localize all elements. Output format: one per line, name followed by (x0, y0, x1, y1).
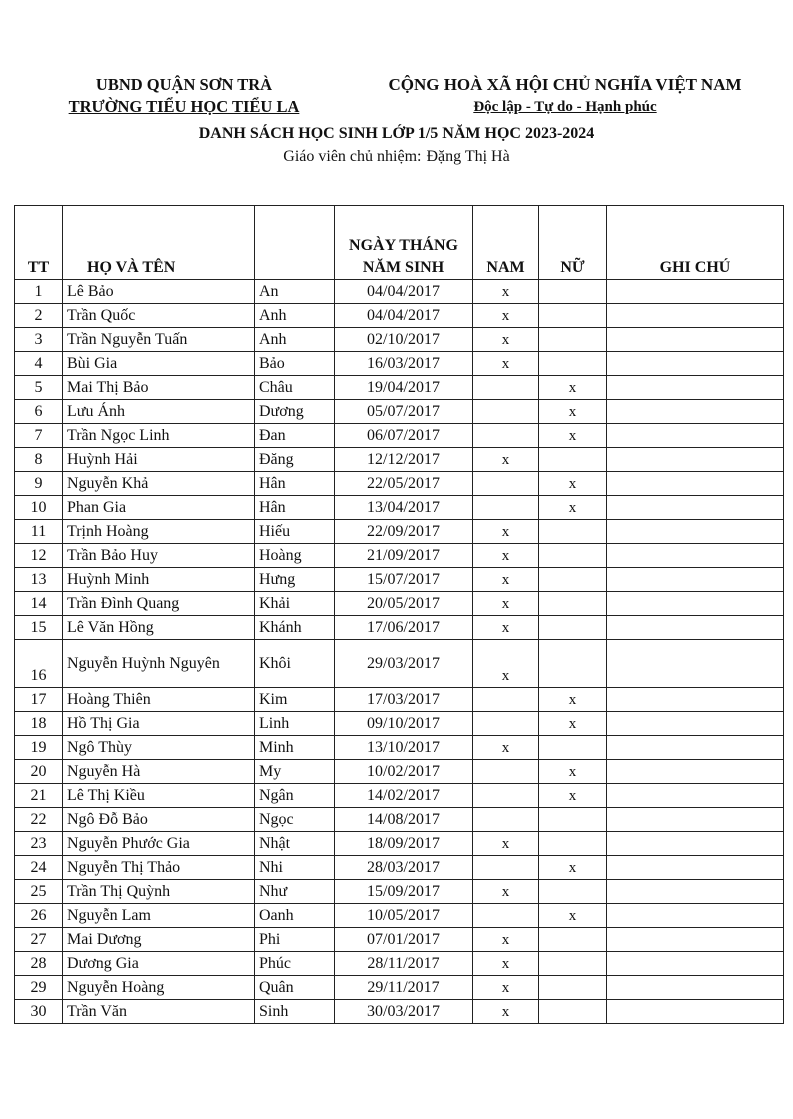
teacher-label: Giáo viên chủ nhiệm: (283, 148, 422, 165)
student-surname: Huỳnh Minh (63, 568, 255, 592)
student-roster-table (14, 205, 784, 1024)
student-number: 27 (15, 928, 63, 952)
table-row (15, 784, 784, 808)
student-given-name: My (255, 760, 335, 784)
student-date-of-birth: 19/04/2017 (335, 376, 473, 400)
student-female-mark (539, 328, 607, 352)
student-given-name: Phúc (255, 952, 335, 976)
student-date-of-birth: 12/12/2017 (335, 448, 473, 472)
student-date-of-birth: 09/10/2017 (335, 712, 473, 736)
student-number: 6 (15, 400, 63, 424)
table-row (15, 736, 784, 760)
student-female-mark: x (539, 472, 607, 496)
student-note (607, 808, 784, 832)
student-male-mark: x (473, 328, 539, 352)
table-row (15, 280, 784, 304)
table-row (15, 952, 784, 976)
student-given-name: Hưng (255, 568, 335, 592)
student-female-mark (539, 1000, 607, 1024)
student-note (607, 520, 784, 544)
student-number: 10 (15, 496, 63, 520)
student-note (607, 736, 784, 760)
student-male-mark: x (473, 568, 539, 592)
student-date-of-birth: 28/03/2017 (335, 856, 473, 880)
student-number: 24 (15, 856, 63, 880)
student-note (607, 424, 784, 448)
student-male-mark (473, 472, 539, 496)
student-date-of-birth: 22/09/2017 (335, 520, 473, 544)
student-surname: Lê Thị Kiều (63, 784, 255, 808)
student-date-of-birth: 10/05/2017 (335, 904, 473, 928)
student-given-name: Như (255, 880, 335, 904)
student-number: 8 (15, 448, 63, 472)
student-surname: Trần Văn (63, 1000, 255, 1024)
student-male-mark (473, 784, 539, 808)
student-number: 16 (15, 640, 63, 688)
student-female-mark (539, 736, 607, 760)
student-female-mark (539, 832, 607, 856)
student-note (607, 568, 784, 592)
student-number: 5 (15, 376, 63, 400)
header-full-name: HỌ VÀ TÊN (63, 206, 255, 280)
student-note (607, 616, 784, 640)
student-given-name: Hân (255, 472, 335, 496)
student-number: 29 (15, 976, 63, 1000)
student-female-mark (539, 280, 607, 304)
student-male-mark (473, 760, 539, 784)
student-number: 1 (15, 280, 63, 304)
student-female-mark (539, 976, 607, 1000)
table-header-row (15, 206, 784, 280)
student-surname: Nguyễn Hoàng (63, 976, 255, 1000)
student-number: 11 (15, 520, 63, 544)
homeroom-teacher (0, 146, 793, 168)
student-number: 21 (15, 784, 63, 808)
student-given-name: Hiếu (255, 520, 335, 544)
student-note (607, 688, 784, 712)
student-male-mark (473, 376, 539, 400)
student-date-of-birth: 18/09/2017 (335, 832, 473, 856)
student-surname: Nguyễn Khả (63, 472, 255, 496)
student-female-mark: x (539, 856, 607, 880)
student-female-mark (539, 592, 607, 616)
table-row (15, 376, 784, 400)
student-note (607, 904, 784, 928)
student-male-mark: x (473, 448, 539, 472)
student-surname: Hồ Thị Gia (63, 712, 255, 736)
student-number: 18 (15, 712, 63, 736)
student-surname: Dương Gia (63, 952, 255, 976)
header-note: GHI CHÚ (607, 206, 784, 280)
table-row (15, 328, 784, 352)
student-date-of-birth: 13/04/2017 (335, 496, 473, 520)
student-male-mark: x (473, 976, 539, 1000)
student-note (607, 784, 784, 808)
table-row (15, 808, 784, 832)
table-row (15, 976, 784, 1000)
student-surname: Nguyễn Phước Gia (63, 832, 255, 856)
student-given-name: Khải (255, 592, 335, 616)
student-surname: Trần Nguyễn Tuấn (63, 328, 255, 352)
student-date-of-birth: 14/08/2017 (335, 808, 473, 832)
student-number: 26 (15, 904, 63, 928)
student-number: 9 (15, 472, 63, 496)
student-female-mark (539, 352, 607, 376)
student-note (607, 448, 784, 472)
student-surname: Mai Dương (63, 928, 255, 952)
student-given-name: Dương (255, 400, 335, 424)
student-number: 20 (15, 760, 63, 784)
student-number: 28 (15, 952, 63, 976)
student-note (607, 976, 784, 1000)
school-name: TRƯỜNG TIỂU HỌC TIỂU LA (68, 97, 300, 116)
student-male-mark (473, 808, 539, 832)
student-male-mark: x (473, 736, 539, 760)
student-male-mark (473, 712, 539, 736)
student-given-name: Nhật (255, 832, 335, 856)
student-male-mark: x (473, 640, 539, 688)
student-number: 13 (15, 568, 63, 592)
table-row (15, 616, 784, 640)
nation-name: CỘNG HOÀ XÃ HỘI CHỦ NGHĨA VIỆT NAM (388, 75, 742, 94)
table-row (15, 928, 784, 952)
student-number: 3 (15, 328, 63, 352)
student-number: 7 (15, 424, 63, 448)
table-row (15, 568, 784, 592)
student-given-name: Nhi (255, 856, 335, 880)
student-male-mark: x (473, 952, 539, 976)
student-female-mark (539, 544, 607, 568)
student-given-name: Oanh (255, 904, 335, 928)
student-date-of-birth: 13/10/2017 (335, 736, 473, 760)
table-row (15, 880, 784, 904)
student-given-name: Bảo (255, 352, 335, 376)
student-female-mark (539, 808, 607, 832)
student-note (607, 856, 784, 880)
student-female-mark: x (539, 400, 607, 424)
table-row (15, 448, 784, 472)
student-surname: Phan Gia (63, 496, 255, 520)
student-date-of-birth: 30/03/2017 (335, 1000, 473, 1024)
table-row (15, 520, 784, 544)
student-date-of-birth: 29/03/2017 (335, 640, 473, 688)
student-surname: Trần Ngọc Linh (63, 424, 255, 448)
student-date-of-birth: 29/11/2017 (335, 976, 473, 1000)
student-surname: Huỳnh Hải (63, 448, 255, 472)
student-given-name: Quân (255, 976, 335, 1000)
student-date-of-birth: 15/09/2017 (335, 880, 473, 904)
student-note (607, 760, 784, 784)
student-date-of-birth: 16/03/2017 (335, 352, 473, 376)
student-date-of-birth: 04/04/2017 (335, 304, 473, 328)
table-row (15, 424, 784, 448)
table-row (15, 544, 784, 568)
student-note (607, 400, 784, 424)
national-header (345, 74, 785, 118)
table-row (15, 904, 784, 928)
student-female-mark: x (539, 712, 607, 736)
student-number: 12 (15, 544, 63, 568)
document-title: DANH SÁCH HỌC SINH LỚP 1/5 NĂM HỌC 2023-2024 (198, 125, 595, 142)
table-row (15, 400, 784, 424)
student-male-mark: x (473, 1000, 539, 1024)
student-given-name: Hoàng (255, 544, 335, 568)
student-surname: Ngô Thùy (63, 736, 255, 760)
student-female-mark: x (539, 784, 607, 808)
student-given-name: Đăng (255, 448, 335, 472)
roster-body (15, 280, 784, 1024)
student-note (607, 328, 784, 352)
student-male-mark (473, 400, 539, 424)
table-row (15, 592, 784, 616)
student-number: 17 (15, 688, 63, 712)
district-name: UBND QUẬN SƠN TRÀ (95, 75, 273, 94)
student-surname: Trần Thị Quỳnh (63, 880, 255, 904)
student-note (607, 280, 784, 304)
student-note (607, 640, 784, 688)
issuer-block (48, 74, 320, 118)
student-given-name: Ngân (255, 784, 335, 808)
table-row (15, 856, 784, 880)
header-date-of-birth: NGÀY THÁNG NĂM SINH (335, 206, 473, 280)
student-male-mark: x (473, 520, 539, 544)
student-date-of-birth: 21/09/2017 (335, 544, 473, 568)
student-given-name: Hân (255, 496, 335, 520)
student-male-mark (473, 856, 539, 880)
student-female-mark: x (539, 760, 607, 784)
student-note (607, 832, 784, 856)
student-female-mark (539, 952, 607, 976)
student-female-mark: x (539, 688, 607, 712)
student-date-of-birth: 15/07/2017 (335, 568, 473, 592)
student-note (607, 880, 784, 904)
table-row (15, 760, 784, 784)
national-motto: Độc lập - Tự do - Hạnh phúc (473, 99, 657, 115)
teacher-name: Đặng Thị Hà (426, 148, 510, 165)
student-date-of-birth: 28/11/2017 (335, 952, 473, 976)
student-date-of-birth: 10/02/2017 (335, 760, 473, 784)
student-male-mark: x (473, 352, 539, 376)
table-row (15, 712, 784, 736)
student-note (607, 352, 784, 376)
student-surname: Mai Thị Bảo (63, 376, 255, 400)
student-surname: Ngô Đỗ Bảo (63, 808, 255, 832)
student-surname: Nguyễn Thị Thảo (63, 856, 255, 880)
student-number: 14 (15, 592, 63, 616)
student-date-of-birth: 20/05/2017 (335, 592, 473, 616)
student-note (607, 928, 784, 952)
student-surname: Nguyễn Huỳnh Nguyên (63, 640, 255, 688)
student-surname: Nguyễn Lam (63, 904, 255, 928)
student-date-of-birth: 17/03/2017 (335, 688, 473, 712)
student-number: 19 (15, 736, 63, 760)
student-date-of-birth: 14/02/2017 (335, 784, 473, 808)
student-male-mark: x (473, 832, 539, 856)
student-number: 25 (15, 880, 63, 904)
header-male: NAM (473, 206, 539, 280)
student-surname: Lê Văn Hồng (63, 616, 255, 640)
student-male-mark (473, 424, 539, 448)
table-row (15, 1000, 784, 1024)
student-female-mark (539, 928, 607, 952)
header-female: NỮ (539, 206, 607, 280)
table-row (15, 832, 784, 856)
student-male-mark (473, 688, 539, 712)
student-given-name: Châu (255, 376, 335, 400)
student-female-mark: x (539, 496, 607, 520)
student-surname: Trần Đình Quang (63, 592, 255, 616)
student-female-mark (539, 568, 607, 592)
student-date-of-birth: 02/10/2017 (335, 328, 473, 352)
student-given-name: Ngọc (255, 808, 335, 832)
table-row (15, 640, 784, 688)
student-male-mark: x (473, 616, 539, 640)
student-given-name: Sinh (255, 1000, 335, 1024)
table-row (15, 304, 784, 328)
student-male-mark (473, 496, 539, 520)
table-row (15, 352, 784, 376)
student-note (607, 952, 784, 976)
student-surname: Nguyễn Hà (63, 760, 255, 784)
student-number: 30 (15, 1000, 63, 1024)
student-surname: Lê Bảo (63, 280, 255, 304)
student-female-mark: x (539, 376, 607, 400)
student-male-mark: x (473, 592, 539, 616)
student-female-mark: x (539, 904, 607, 928)
student-date-of-birth: 05/07/2017 (335, 400, 473, 424)
student-male-mark: x (473, 880, 539, 904)
student-male-mark: x (473, 304, 539, 328)
student-female-mark: x (539, 424, 607, 448)
student-number: 2 (15, 304, 63, 328)
student-given-name: Linh (255, 712, 335, 736)
student-number: 15 (15, 616, 63, 640)
student-given-name: Khôi (255, 640, 335, 688)
student-note (607, 544, 784, 568)
student-female-mark (539, 880, 607, 904)
student-given-name: Đan (255, 424, 335, 448)
student-note (607, 1000, 784, 1024)
student-note (607, 712, 784, 736)
student-date-of-birth: 04/04/2017 (335, 280, 473, 304)
table-row (15, 496, 784, 520)
student-number: 23 (15, 832, 63, 856)
student-given-name: Kim (255, 688, 335, 712)
student-note (607, 304, 784, 328)
student-surname: Trần Quốc (63, 304, 255, 328)
student-note (607, 376, 784, 400)
student-surname: Trần Bảo Huy (63, 544, 255, 568)
student-female-mark (539, 616, 607, 640)
student-male-mark: x (473, 280, 539, 304)
header-tt: TT (15, 206, 63, 280)
student-number: 4 (15, 352, 63, 376)
student-date-of-birth: 07/01/2017 (335, 928, 473, 952)
student-given-name: Phi (255, 928, 335, 952)
student-date-of-birth: 06/07/2017 (335, 424, 473, 448)
student-given-name: Khánh (255, 616, 335, 640)
student-surname: Trịnh Hoàng (63, 520, 255, 544)
student-given-name: An (255, 280, 335, 304)
student-female-mark (539, 640, 607, 688)
student-female-mark (539, 304, 607, 328)
student-given-name: Anh (255, 304, 335, 328)
student-note (607, 592, 784, 616)
student-male-mark: x (473, 544, 539, 568)
student-number: 22 (15, 808, 63, 832)
student-date-of-birth: 22/05/2017 (335, 472, 473, 496)
student-surname: Hoàng Thiên (63, 688, 255, 712)
student-given-name: Anh (255, 328, 335, 352)
student-male-mark: x (473, 928, 539, 952)
student-surname: Lưu Ánh (63, 400, 255, 424)
student-male-mark (473, 904, 539, 928)
student-note (607, 472, 784, 496)
student-given-name: Minh (255, 736, 335, 760)
student-note (607, 496, 784, 520)
table-row (15, 472, 784, 496)
student-surname: Bùi Gia (63, 352, 255, 376)
student-date-of-birth: 17/06/2017 (335, 616, 473, 640)
table-row (15, 688, 784, 712)
student-female-mark (539, 520, 607, 544)
header-given-name (255, 206, 335, 280)
student-female-mark (539, 448, 607, 472)
